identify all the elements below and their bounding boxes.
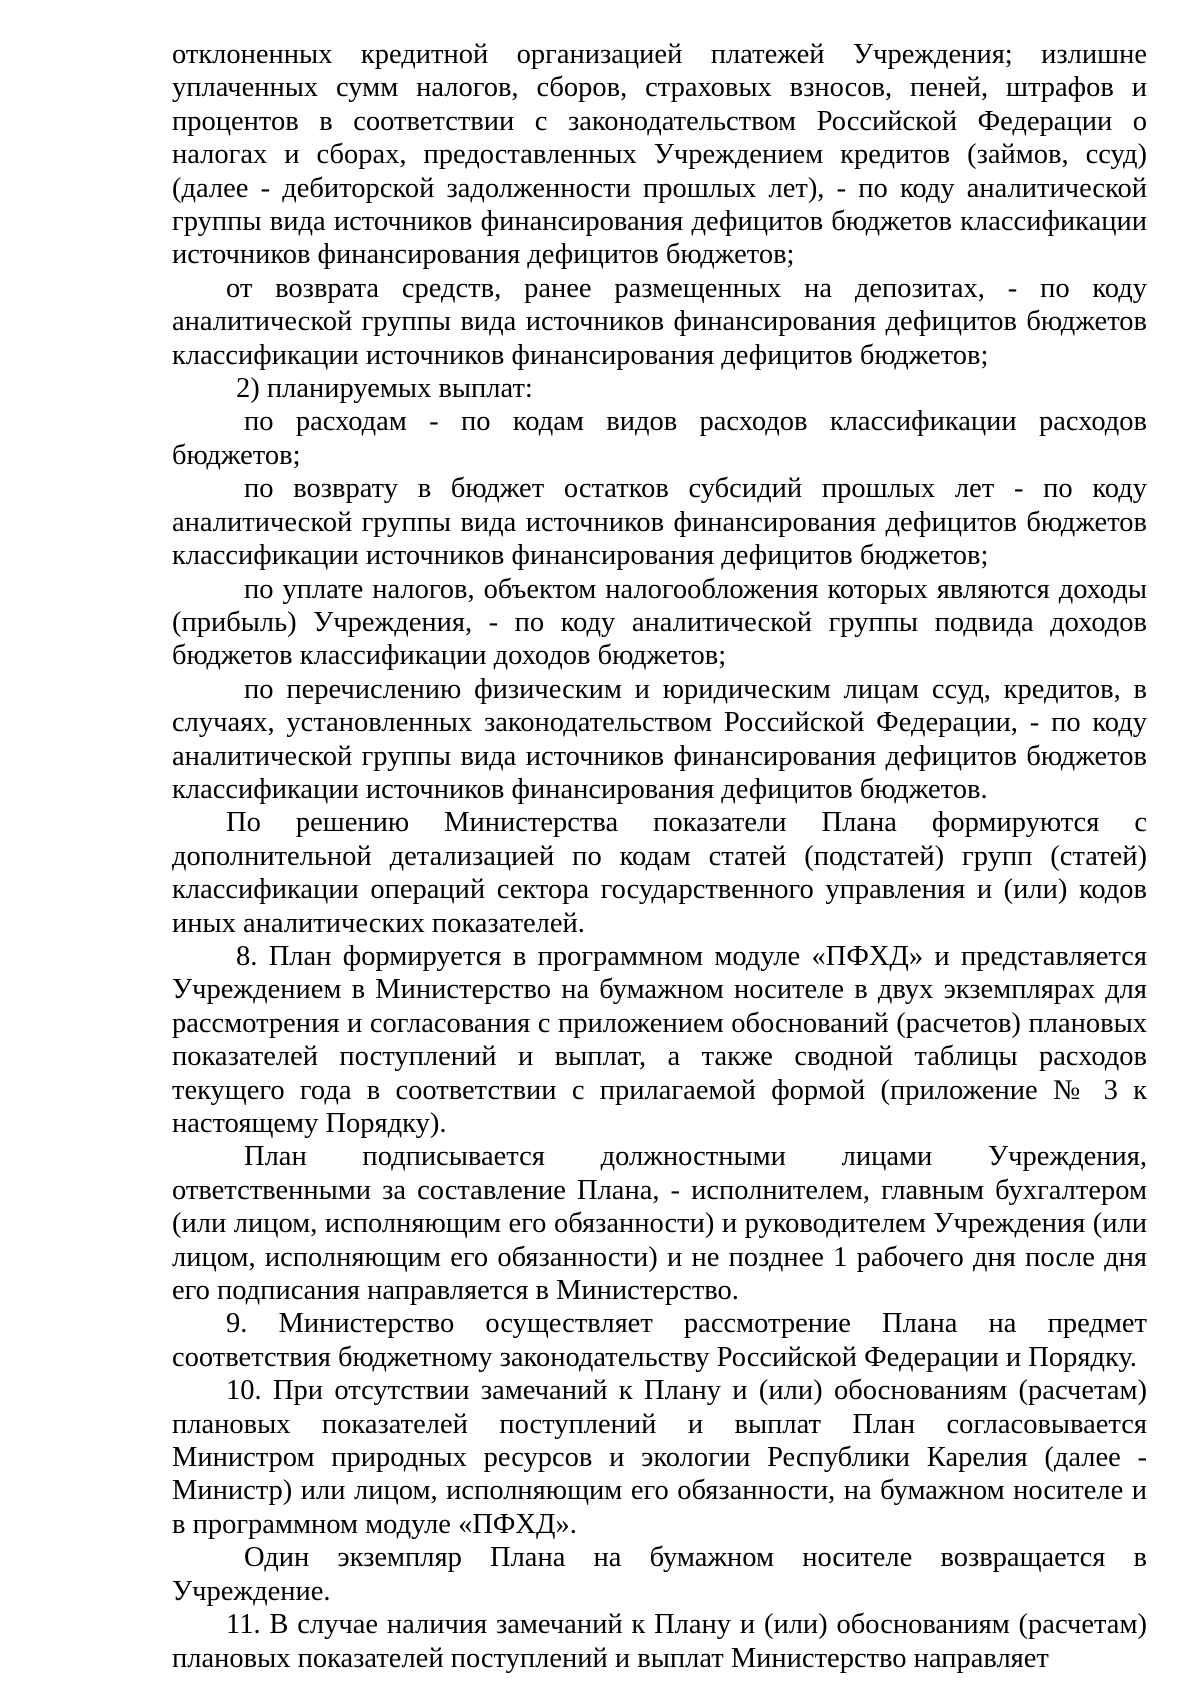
paragraph-13: Один экземпляр Плана на бумажном носителе возвращается в Учреждение. bbox=[172, 1542, 1147, 1607]
paragraph-4: по расходам - по кодам видов расходов классификации расходов бюджетов; bbox=[172, 406, 1147, 471]
paragraph-3: 2) планируемых выплат: bbox=[236, 373, 533, 405]
document-page bbox=[172, 38, 1147, 1675]
paragraph-6: по уплате налогов, объектом налогообложения которых являются доходы (прибыль) Учреждения, - по коду аналитической группы подвида доходов бюджетов классификации доходов бюджетов; bbox=[172, 573, 1147, 672]
paragraph-12: 10. При отсутствии замечаний к Плану и (или) обоснованиям (расчетам) плановых показателей поступлений и выплат План согласовывается Министром природных ресурсов и экологии Республики Карелия (далее - Министр) или лицом, исполняющим его обязанности, на бумажном носителе и в программном модуле «ПФХД». bbox=[172, 1375, 1147, 1540]
paragraph-14: 11. В случае наличия замечаний к Плану и (или) обоснованиям (расчетам) плановых показателей поступлений и выплат Министерство направляет bbox=[172, 1609, 1147, 1674]
paragraph-8: По решению Министерства показатели Плана формируются с дополнительной детализацией по кодам статей (подстатей) групп (статей) классификации операций сектора государственного управления и (или) кодов иных аналитических показателей. bbox=[172, 807, 1147, 939]
paragraph-5: по возврату в бюджет остатков субсидий прошлых лет - по коду аналитической группы вида источников финансирования дефицитов бюджетов классификации источников финансирования дефицитов бюджетов; bbox=[172, 473, 1147, 572]
paragraph-11: 9. Министерство осуществляет рассмотрение Плана на предмет соответствия бюджетному законодательству Российской Федерации и Порядку. bbox=[172, 1308, 1147, 1373]
paragraph-2: от возврата средств, ранее размещенных на депозитах, - по коду аналитической группы вида источников финансирования дефицитов бюджетов классификации источников финансирования дефицитов бюджетов; bbox=[172, 272, 1147, 371]
paragraph-7: по перечислению физическим и юридическим лицам ссуд, кредитов, в случаях, установленных законодательством Российской Федерации, - по коду аналитической группы вида источников финансирования дефицитов бюджетов классификации источников финансирования дефицитов бюджетов. bbox=[172, 673, 1147, 805]
paragraph-9: 8. План формируется в программном модуле «ПФХД» и представляется Учреждением в Министерство на бумажном носителе в двух экземплярах для рассмотрения и согласования с приложением обоснований (расчетов) плановых показателей поступлений и выплат, а также сводной таблицы расходов текущего года в соответствии с прилагаемой формой (приложение № 3 к настоящему Порядку). bbox=[172, 940, 1147, 1139]
paragraph-1: отклоненных кредитной организацией платежей Учреждения; излишне уплаченных сумм налогов, сборов, страховых взносов, пеней, штрафов и процентов в соответствии с законодательством Российской Федерации о налогах и сборах, предоставленных Учреждением кредитов (займов, ссуд) (далее - дебиторской задолженности прошлых лет), - по коду аналитической группы вида источников финансирования дефицитов бюджетов классификации источников финансирования дефицитов бюджетов; bbox=[172, 39, 1147, 271]
paragraph-10: План подписывается должностными лицами Учреждения, ответственными за составление Плана, - исполнителем, главным бухгалтером (или лицом, исполняющим его обязанности) и руководителем Учреждения (или лицом, исполняющим его обязанности) и не позднее 1 рабочего дня после дня его подписания направляется в Министерство. bbox=[172, 1141, 1147, 1307]
